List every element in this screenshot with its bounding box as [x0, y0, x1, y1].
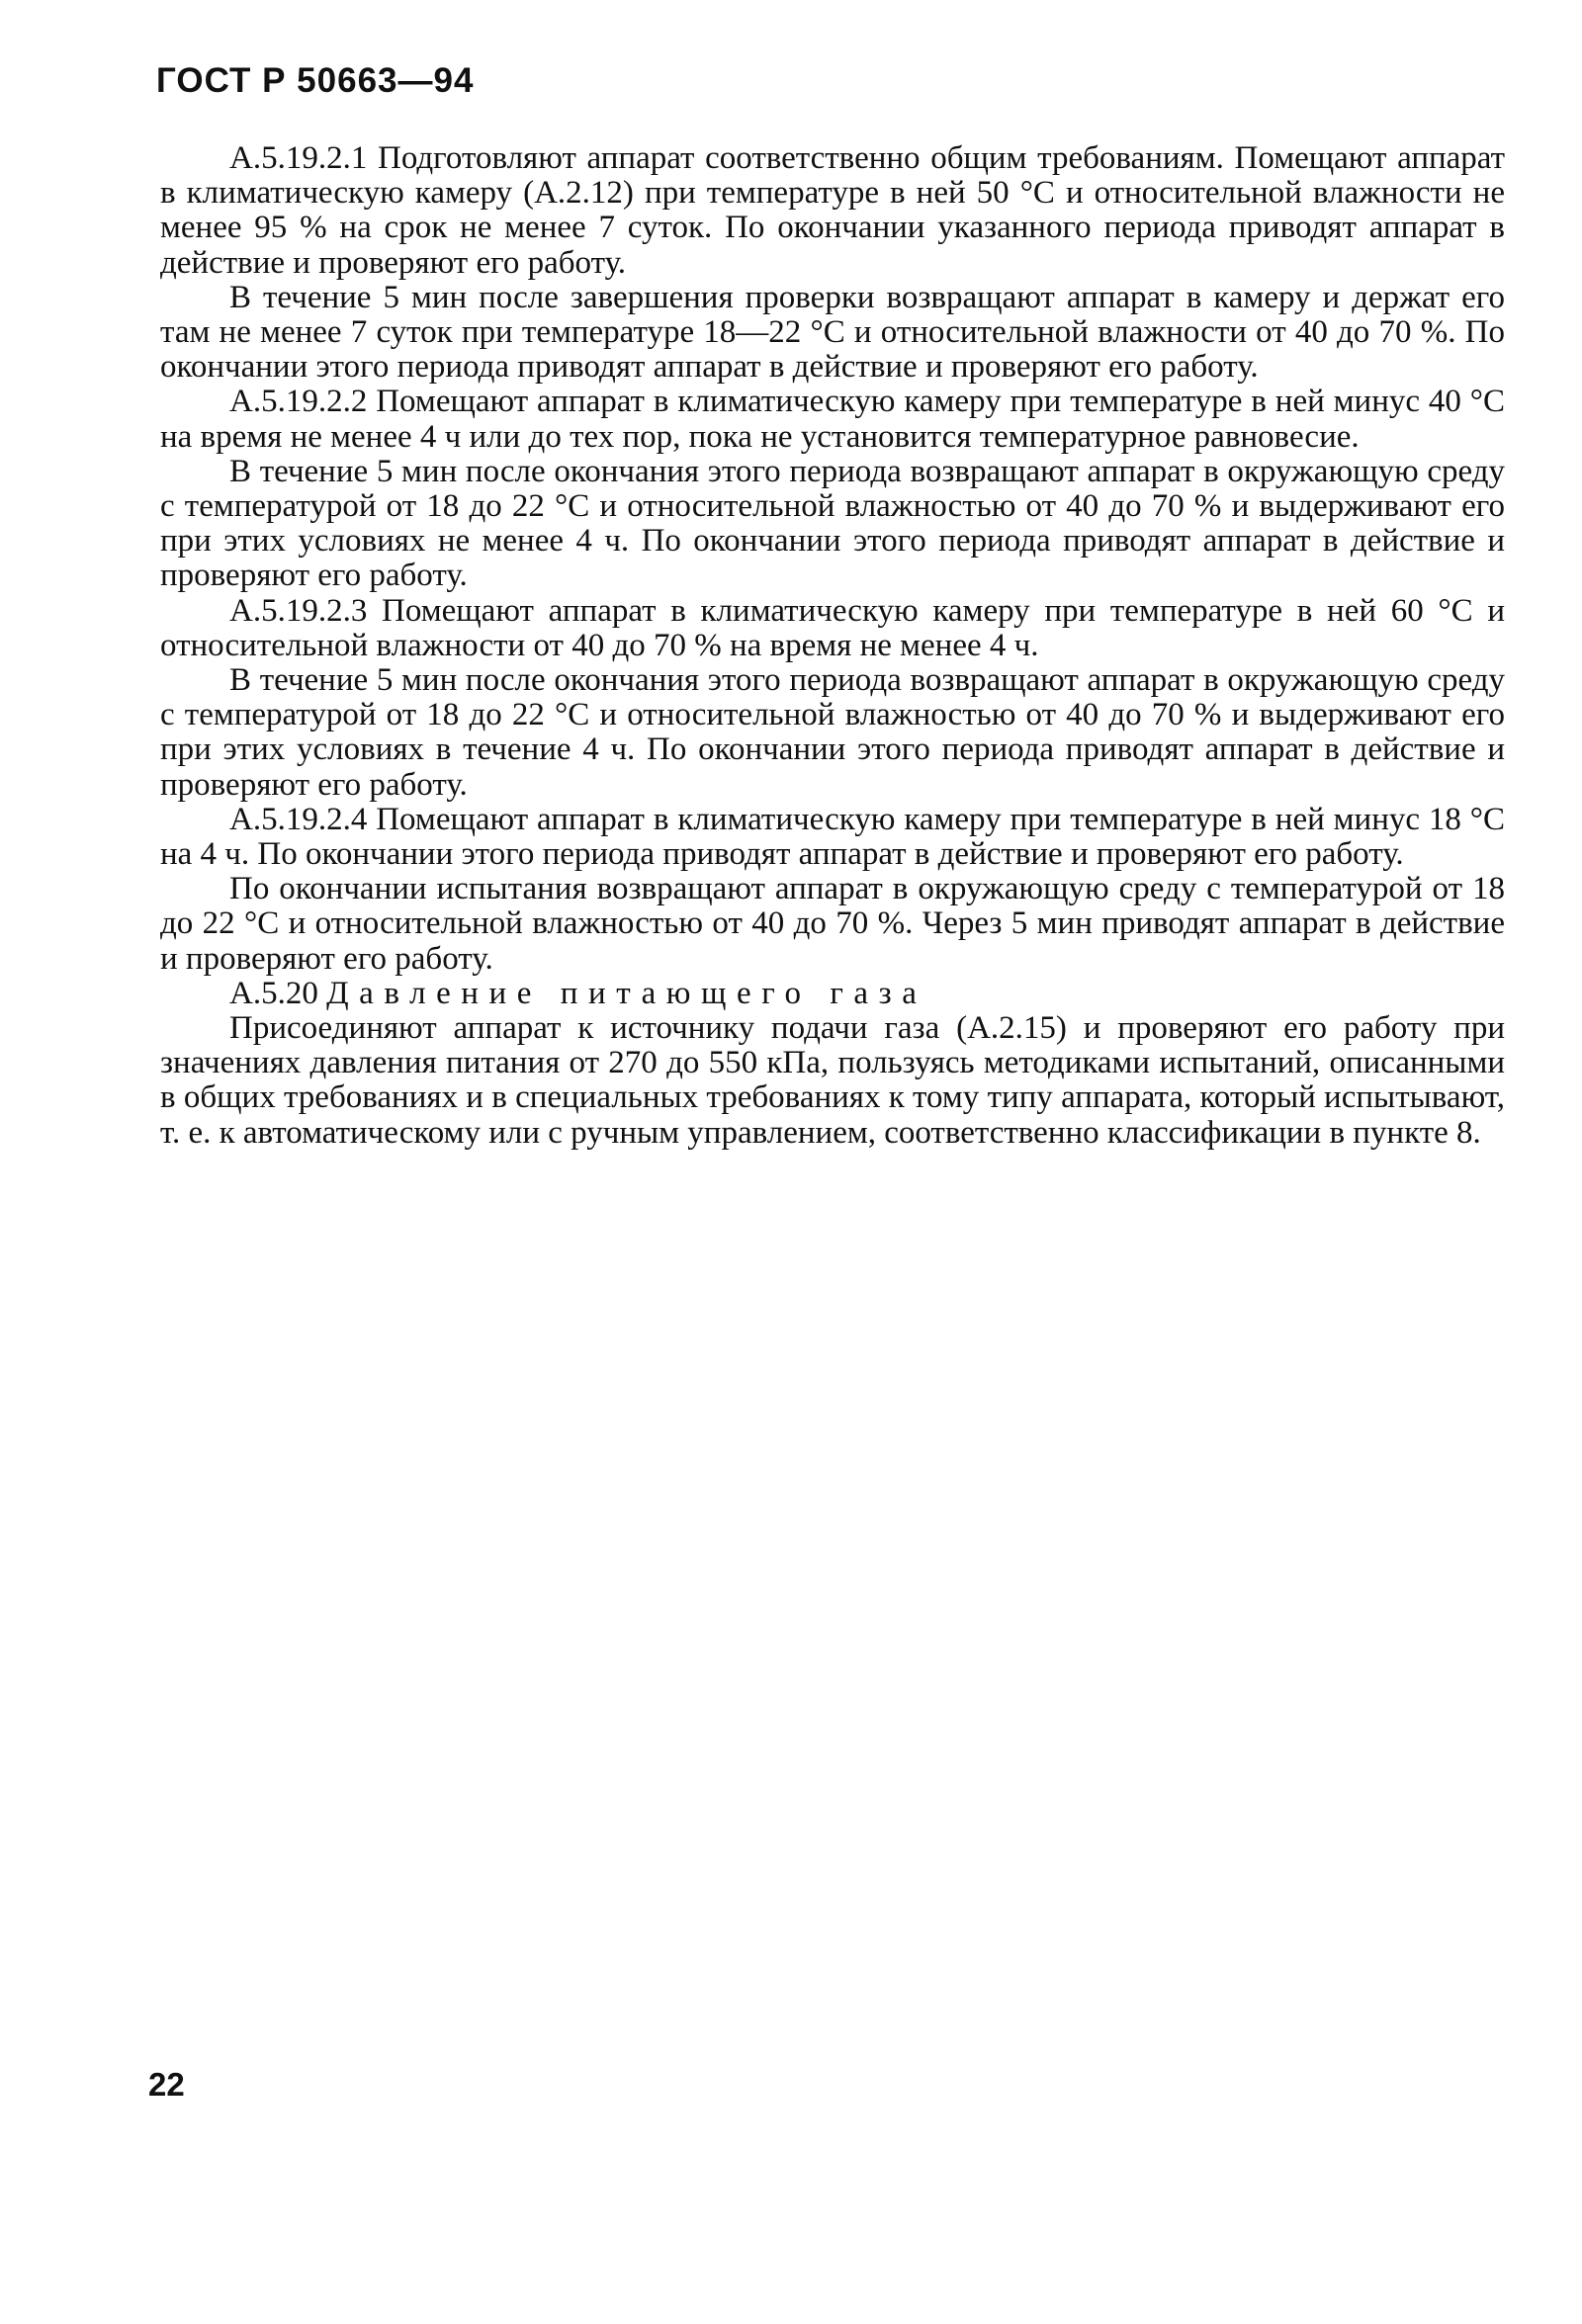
section-title: Давление питающего газа [326, 975, 927, 1011]
page-number: 22 [148, 2066, 185, 2103]
paragraph-a5-19-2-4: А.5.19.2.4 Помещают аппарат в климатическую камеру при температуре в ней минус 18 °С на 4 ч. По окончании этого периода приводят аппарат в действие и проверяют его работу. [160, 801, 1505, 873]
paragraph-return-after-heat: В течение 5 мин после окончания этого периода возвращают аппарат в окружающую среду с температурой от 18 до 22 °С и относительной влажностью от 40 до 70 % и выдерживают его при этих условиях в течение 4 ч. По окончании этого периода приводят аппарат в действие и проверяют его работу. [160, 662, 1505, 803]
paragraph-a5-19-2-2: А.5.19.2.2 Помещают аппарат в климатическую камеру при температуре в ней минус 40 °С на время не менее 4 ч или до тех пор, пока не установится температурное равновесие. [160, 384, 1505, 455]
paragraph-a5-20-text: Присоединяют аппарат к источнику подачи газа (А.2.15) и проверяют его работу при значениях давления питания от 270 до 550 кПа, пользуясь методиками испытаний, описанными в общих требованиях и в специальных требованиях к тому типу аппарата, который испытывают, т. е. к автоматическому или с ручным управлением, соответственно классификации в пункте 8. [160, 1010, 1505, 1151]
standard-id: ГОСТ Р 50663—94 [156, 61, 475, 100]
section-heading-a5-20 [160, 977, 1505, 1011]
paragraph-a5-19-2-3: А.5.19.2.3 Помещают аппарат в климатическую камеру при температуре в ней 60 °С и относительной влажности от 40 до 70 % на время не менее 4 ч. [160, 592, 1505, 663]
paragraph-a5-19-2-1: А.5.19.2.1 Подготовляют аппарат соответственно общим требованиям. Помещают аппарат в климатическую камеру (А.2.12) при температуре в ней 50 °С и относительной влажности не менее 95 % на срок не менее 7 суток. По окончании указанного периода приводят аппарат в действие и проверяют его работу. [160, 140, 1505, 281]
paragraph-after-test: По окончании испытания возвращают аппарат в окружающую среду с температурой от 18 до 22 °С и относительной влажностью от 40 до 70 %. Через 5 мин приводят аппарат в действие и проверяют его работу. [160, 871, 1505, 977]
section-number: А.5.20 [229, 975, 318, 1011]
paragraph-return-after-cold: В течение 5 мин после окончания этого периода возвращают аппарат в окружающую среду с температурой от 18 до 22 °С и относительной влажностью от 40 до 70 % и выдерживают его при этих условиях не менее 4 ч. По окончании этого периода приводят аппарат в действие и проверяют его работу. [160, 453, 1505, 594]
page-header [156, 61, 474, 101]
document-body [160, 141, 1505, 1151]
paragraph-chamber-return: В течение 5 мин после завершения проверки возвращают аппарат в камеру и держат его там не менее 7 суток при температуре 18—22 °С и относительной влажности от 40 до 70 %. По окончании этого периода приводят аппарат в действие и проверяют его работу. [160, 279, 1505, 386]
